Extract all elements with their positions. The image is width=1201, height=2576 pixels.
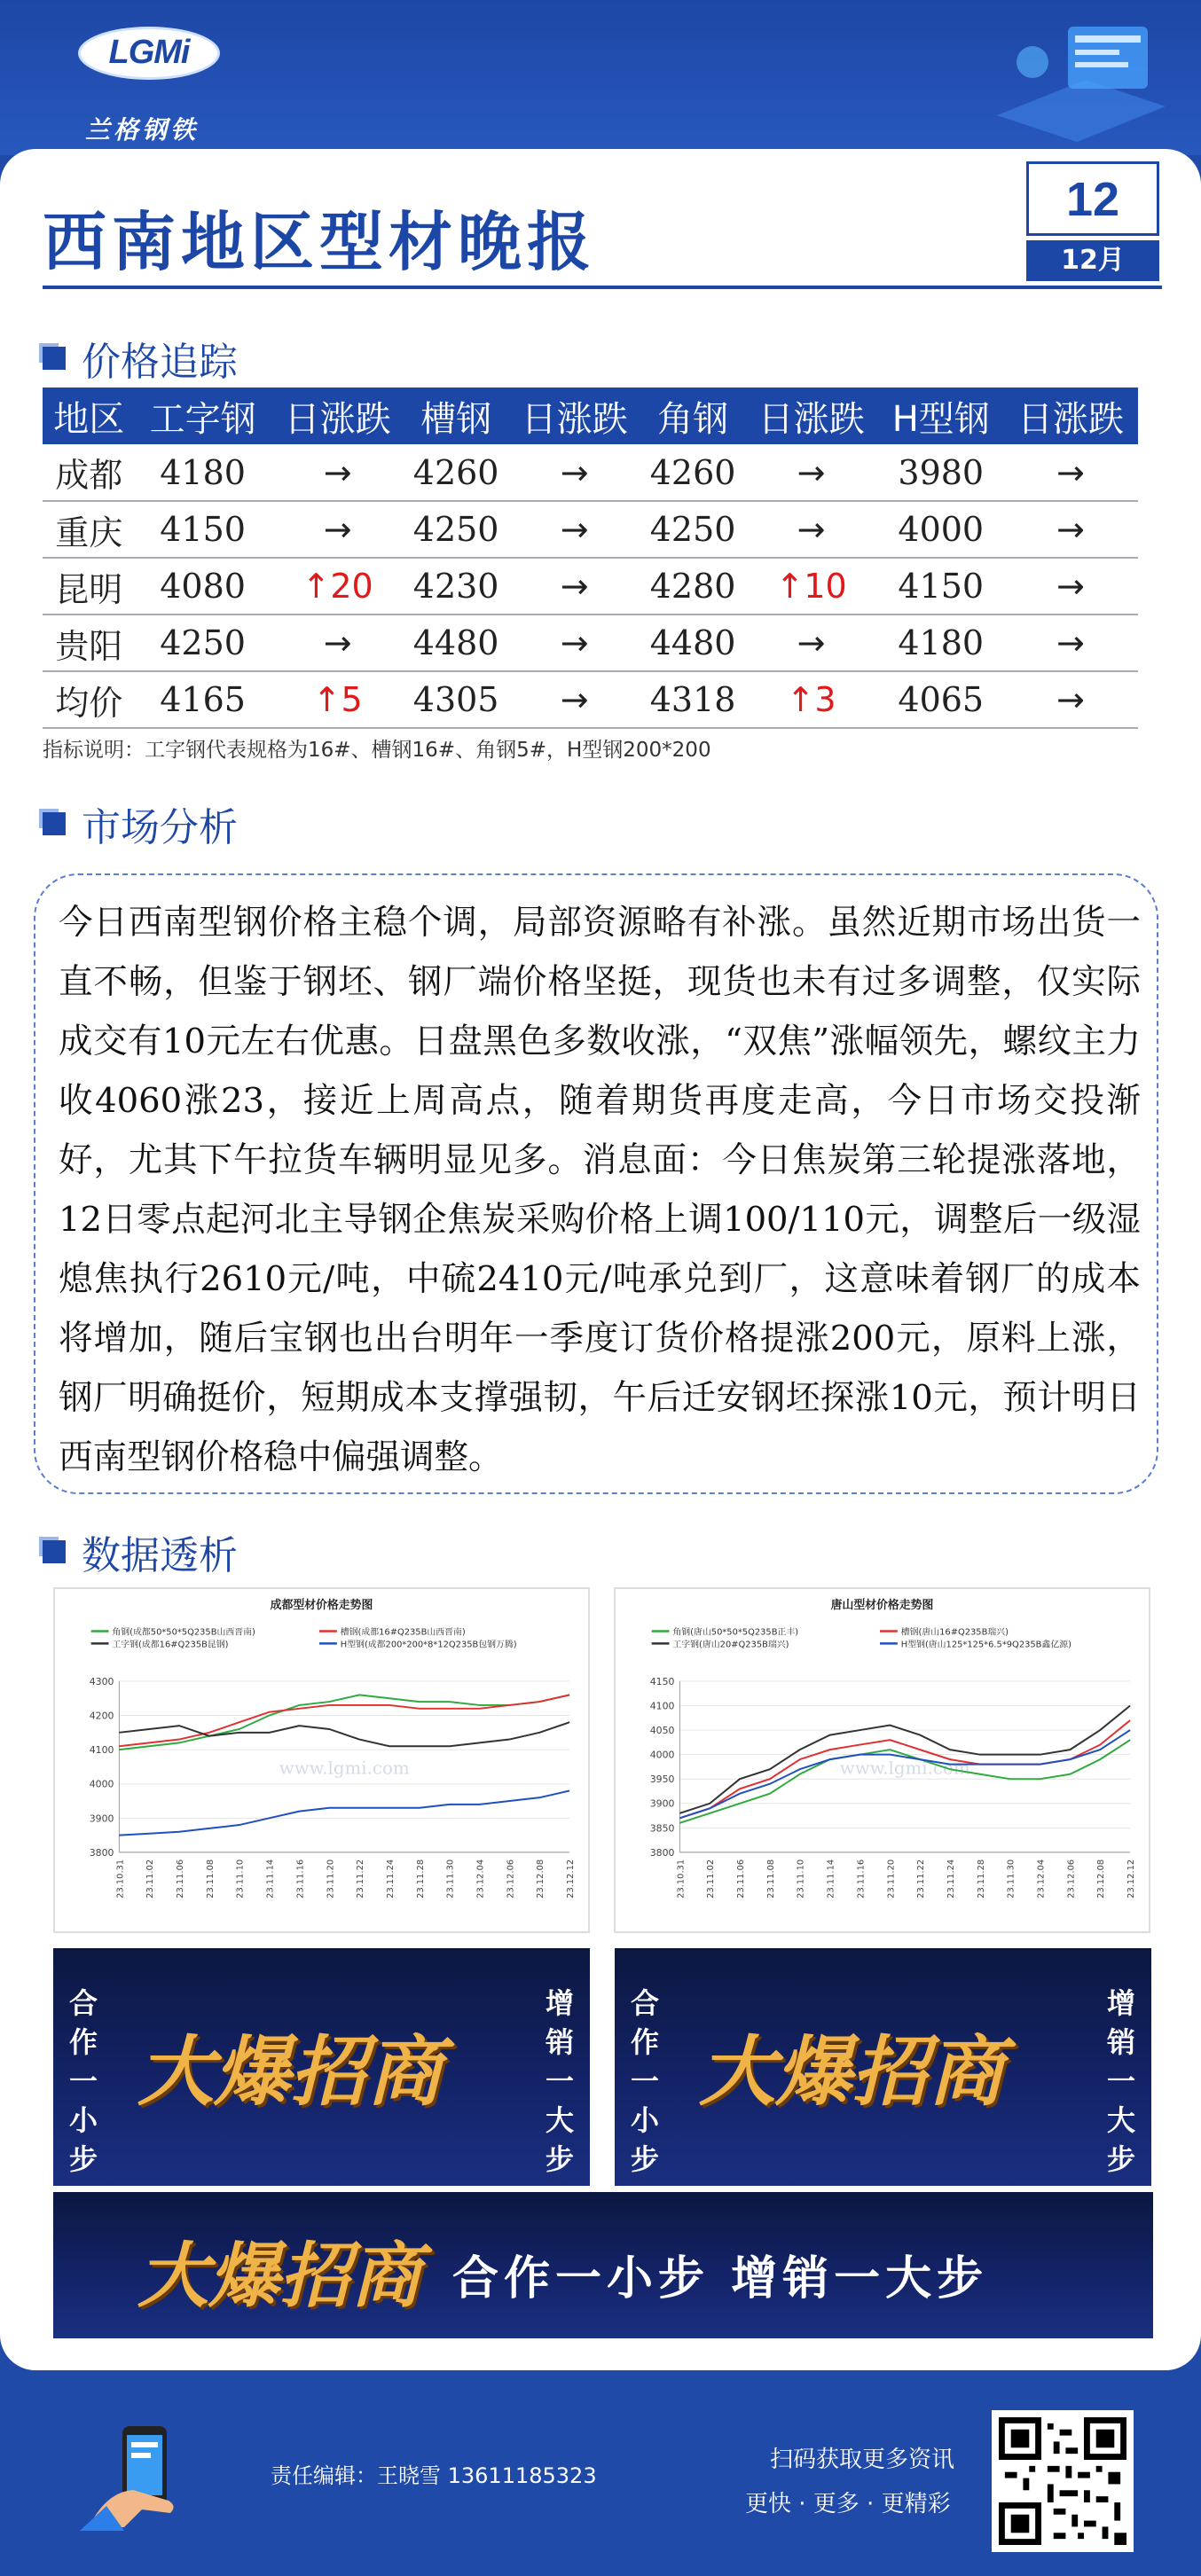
chart-title: 成都型材价格走势图 (270, 1598, 373, 1612)
footer-line2: 更快 · 更多 · 更精彩 (745, 2491, 951, 2517)
x-tick-label: 23.12.08 (536, 1859, 546, 1899)
change-cell: → (507, 501, 642, 558)
change-cell: → (1003, 444, 1138, 501)
change-cell: → (271, 615, 405, 671)
price-cell: 4250 (642, 501, 744, 558)
chart-chengdu (53, 1587, 590, 1933)
table-row (43, 615, 1138, 671)
x-tick-label: 23.12.04 (475, 1859, 486, 1899)
col-header: 工字钢 (136, 388, 271, 444)
section-price-title: 价格追踪 (82, 340, 238, 385)
legend-label: 工字钢(成都16#Q235B昆钢) (112, 1640, 229, 1650)
y-tick-label: 4150 (649, 1675, 675, 1687)
col-header: 日涨跌 (744, 388, 879, 444)
x-tick-label: 23.11.24 (385, 1859, 396, 1899)
price-table-header (43, 388, 1138, 444)
phone-hand-icon (71, 2421, 213, 2536)
series-line (119, 1790, 569, 1835)
x-tick-label: 23.11.24 (946, 1859, 956, 1899)
table-note: 指标说明：工字钢代表规格为16#、槽钢16#、角钢5#，H型钢200*200 (43, 739, 711, 762)
region-cell: 成都 (43, 444, 136, 501)
title-divider (43, 286, 1162, 289)
x-tick-label: 23.12.04 (1036, 1859, 1047, 1899)
col-header: 地区 (43, 388, 136, 444)
change-cell: → (1003, 615, 1138, 671)
x-tick-label: 23.11.16 (856, 1859, 867, 1899)
y-tick-label: 4200 (89, 1710, 114, 1722)
legend-label: H型钢(唐山125*125*6.5*9Q235B鑫亿源) (900, 1640, 1071, 1650)
x-tick-label: 23.11.10 (796, 1859, 806, 1899)
x-tick-label: 23.11.20 (886, 1859, 897, 1899)
y-tick-label: 3900 (649, 1797, 675, 1810)
brand-logo[interactable] (78, 27, 229, 145)
banner-big-text: 大爆招商 (699, 2027, 1004, 2117)
col-header: 角钢 (642, 388, 744, 444)
chart-watermark: www.lgmi.com (839, 1758, 970, 1779)
banner-big-text: 大爆招商 (137, 2027, 443, 2117)
legend-label: 工字钢(唐山20#Q235B瑞兴) (672, 1640, 789, 1650)
region-cell: 重庆 (43, 501, 136, 558)
x-tick-label: 23.10.31 (115, 1859, 126, 1899)
table-row (43, 501, 1138, 558)
y-tick-label: 3950 (649, 1773, 675, 1786)
section-square-icon (43, 812, 66, 835)
x-tick-label: 23.11.16 (295, 1859, 306, 1899)
x-tick-label: 23.10.31 (676, 1859, 687, 1899)
price-cell: 4165 (136, 671, 271, 728)
x-tick-label: 23.11.08 (205, 1859, 216, 1899)
price-cell: 3980 (879, 444, 1003, 501)
price-cell: 4480 (642, 615, 744, 671)
legend-label: 槽钢(唐山16#Q235B瑞兴) (900, 1627, 1009, 1638)
brand-name: 兰格钢铁 (85, 115, 200, 145)
price-cell: 4150 (136, 501, 271, 558)
x-tick-label: 23.11.14 (265, 1859, 276, 1899)
header-decoration (962, 9, 1174, 151)
x-tick-label: 23.11.06 (736, 1859, 747, 1899)
y-tick-label: 3900 (89, 1813, 114, 1825)
series-line (119, 1722, 569, 1746)
qr-code[interactable] (992, 2410, 1134, 2552)
table-row (43, 444, 1138, 501)
section-analysis-heading (43, 795, 238, 852)
price-cell: 4250 (136, 615, 271, 671)
change-cell: → (507, 615, 642, 671)
section-price-heading (43, 330, 238, 387)
price-cell: 4180 (879, 615, 1003, 671)
footer-editor: 责任编辑：王晓雪 13611185323 (271, 2463, 597, 2488)
price-cell: 4260 (405, 444, 507, 501)
change-cell: ↑10 (744, 558, 879, 615)
promo-banner-wide[interactable] (53, 2192, 1153, 2338)
price-cell: 4318 (642, 671, 744, 728)
footer-line1: 扫码获取更多资讯 (770, 2447, 955, 2473)
price-cell: 4480 (405, 615, 507, 671)
price-cell: 4280 (642, 558, 744, 615)
date-day: 12 (1026, 161, 1159, 236)
page-title: 西南地区型材晚报 (43, 204, 597, 279)
x-tick-label: 23.11.30 (445, 1859, 456, 1899)
x-tick-label: 23.11.02 (706, 1859, 717, 1899)
price-cell: 4230 (405, 558, 507, 615)
x-tick-label: 23.11.08 (765, 1859, 776, 1899)
change-cell: ↑5 (271, 671, 405, 728)
banner-side-left: 合作一小步 (630, 1986, 659, 2176)
x-tick-label: 23.11.06 (176, 1859, 186, 1899)
banner-side-right: 增销一大步 (545, 1986, 574, 2176)
change-cell: → (744, 444, 879, 501)
analysis-text: 今日西南型钢价格主稳个调，局部资源略有补涨。虽然近期市场出货一直不畅，但鉴于钢坯、钢厂端价格坚挺，现货也未有过多调整，仅实际成交有10元左右优惠。日盘黑色多数收涨，“双焦”涨幅领先，螺纹主力收4060涨23，接近上周高点，随着期货再度走高，今日市场交投渐好，尤其下午拉货车辆明显见多。消息面：今日焦炭第三轮提涨落地，12日零点起河北主导钢企焦炭采购价格上调100/110元，调整后一级湿熄焦执行2610元/吨，中硫2410元/吨承兑到厂，这意味着钢厂的成本将增加，随后宝钢也出台明年一季度订货价格提涨200元，原料上涨，钢厂明确挺价，短期成本支撑强韧，午后迁安钢坯探涨10元，预计明日西南型钢价格稳中偏强调整。 (34, 873, 1158, 1494)
y-tick-label: 4300 (89, 1675, 114, 1687)
x-tick-label: 23.11.22 (356, 1859, 366, 1899)
col-header: 日涨跌 (271, 388, 405, 444)
legend-label: 槽钢(成都16#Q235B山西晋南) (340, 1627, 466, 1638)
section-data-heading (43, 1523, 238, 1580)
change-cell: → (744, 501, 879, 558)
price-cell: 4305 (405, 671, 507, 728)
y-tick-label: 3850 (649, 1822, 675, 1835)
promo-banner-left[interactable] (53, 1948, 590, 2186)
region-cell: 昆明 (43, 558, 136, 615)
price-cell: 4260 (642, 444, 744, 501)
col-header: 日涨跌 (507, 388, 642, 444)
price-cell: 4080 (136, 558, 271, 615)
change-cell: → (271, 444, 405, 501)
x-tick-label: 23.11.30 (1006, 1859, 1017, 1899)
y-tick-label: 4100 (649, 1700, 675, 1712)
region-cell: 均价 (43, 671, 136, 728)
series-line (119, 1695, 569, 1750)
change-cell: ↑3 (744, 671, 879, 728)
banner-side-left: 合作一小步 (68, 1986, 98, 2176)
legend-label: 角钢(唐山50*50*5Q235B正丰) (672, 1627, 799, 1638)
table-row (43, 671, 1138, 728)
change-cell: → (507, 444, 642, 501)
price-cell: 4180 (136, 444, 271, 501)
legend-label: 角钢(成都50*50*5Q235B山西晋南) (112, 1627, 255, 1638)
x-tick-label: 23.11.14 (826, 1859, 836, 1899)
y-tick-label: 4100 (89, 1744, 114, 1757)
x-tick-label: 23.11.28 (415, 1859, 426, 1899)
chart-title: 唐山型材价格走势图 (830, 1598, 934, 1612)
section-data-title: 数据透析 (82, 1533, 238, 1578)
table-row (43, 558, 1138, 615)
x-tick-label: 23.12.12 (566, 1859, 577, 1899)
qr-code-icon (999, 2417, 1126, 2545)
y-tick-label: 3800 (649, 1846, 675, 1859)
change-cell: → (1003, 558, 1138, 615)
promo-banner-right[interactable] (615, 1948, 1151, 2186)
section-square-icon (43, 347, 66, 370)
chart-tangshan-svg (616, 1589, 1149, 1931)
change-cell: → (1003, 501, 1138, 558)
change-cell: → (507, 558, 642, 615)
date-month: 12月 (1026, 240, 1159, 281)
x-tick-label: 23.11.02 (145, 1859, 156, 1899)
x-tick-label: 23.12.06 (1066, 1859, 1077, 1899)
y-tick-label: 4000 (649, 1749, 675, 1761)
change-cell: → (507, 671, 642, 728)
y-tick-label: 4000 (89, 1778, 114, 1790)
series-line (119, 1695, 569, 1746)
price-cell: 4000 (879, 501, 1003, 558)
x-tick-label: 23.12.08 (1096, 1859, 1107, 1899)
col-header: 槽钢 (405, 388, 507, 444)
price-table (43, 388, 1138, 729)
price-cell: 4150 (879, 558, 1003, 615)
col-header: H型钢 (879, 388, 1003, 444)
y-tick-label: 4050 (649, 1725, 675, 1737)
legend-label: H型钢(成都200*200*8*12Q235B包钢万腾) (340, 1640, 517, 1650)
banner-slogan: 合作一小步 增销一大步 (452, 2252, 989, 2306)
x-tick-label: 23.11.28 (976, 1859, 986, 1899)
x-tick-label: 23.12.12 (1126, 1859, 1137, 1899)
x-tick-label: 23.11.20 (326, 1859, 336, 1899)
banner-side-right: 增销一大步 (1106, 1986, 1135, 2176)
logo-text: LGMi (108, 34, 190, 71)
chart-watermark: www.lgmi.com (279, 1758, 410, 1779)
chart-tangshan (614, 1587, 1150, 1933)
x-tick-label: 23.11.22 (916, 1859, 927, 1899)
x-tick-label: 23.11.10 (235, 1859, 246, 1899)
price-cell: 4250 (405, 501, 507, 558)
change-cell: → (744, 615, 879, 671)
y-tick-label: 3800 (89, 1846, 114, 1859)
change-cell: → (271, 501, 405, 558)
region-cell: 贵阳 (43, 615, 136, 671)
section-analysis-title: 市场分析 (82, 805, 238, 850)
price-cell: 4065 (879, 671, 1003, 728)
x-tick-label: 23.12.06 (506, 1859, 516, 1899)
banner-big-text: 大爆招商 (137, 2234, 421, 2317)
section-square-icon (43, 1540, 66, 1563)
change-cell: → (1003, 671, 1138, 728)
series-line (679, 1740, 1130, 1823)
change-cell: ↑20 (271, 558, 405, 615)
col-header: 日涨跌 (1003, 388, 1138, 444)
chart-chengdu-svg (55, 1589, 588, 1931)
